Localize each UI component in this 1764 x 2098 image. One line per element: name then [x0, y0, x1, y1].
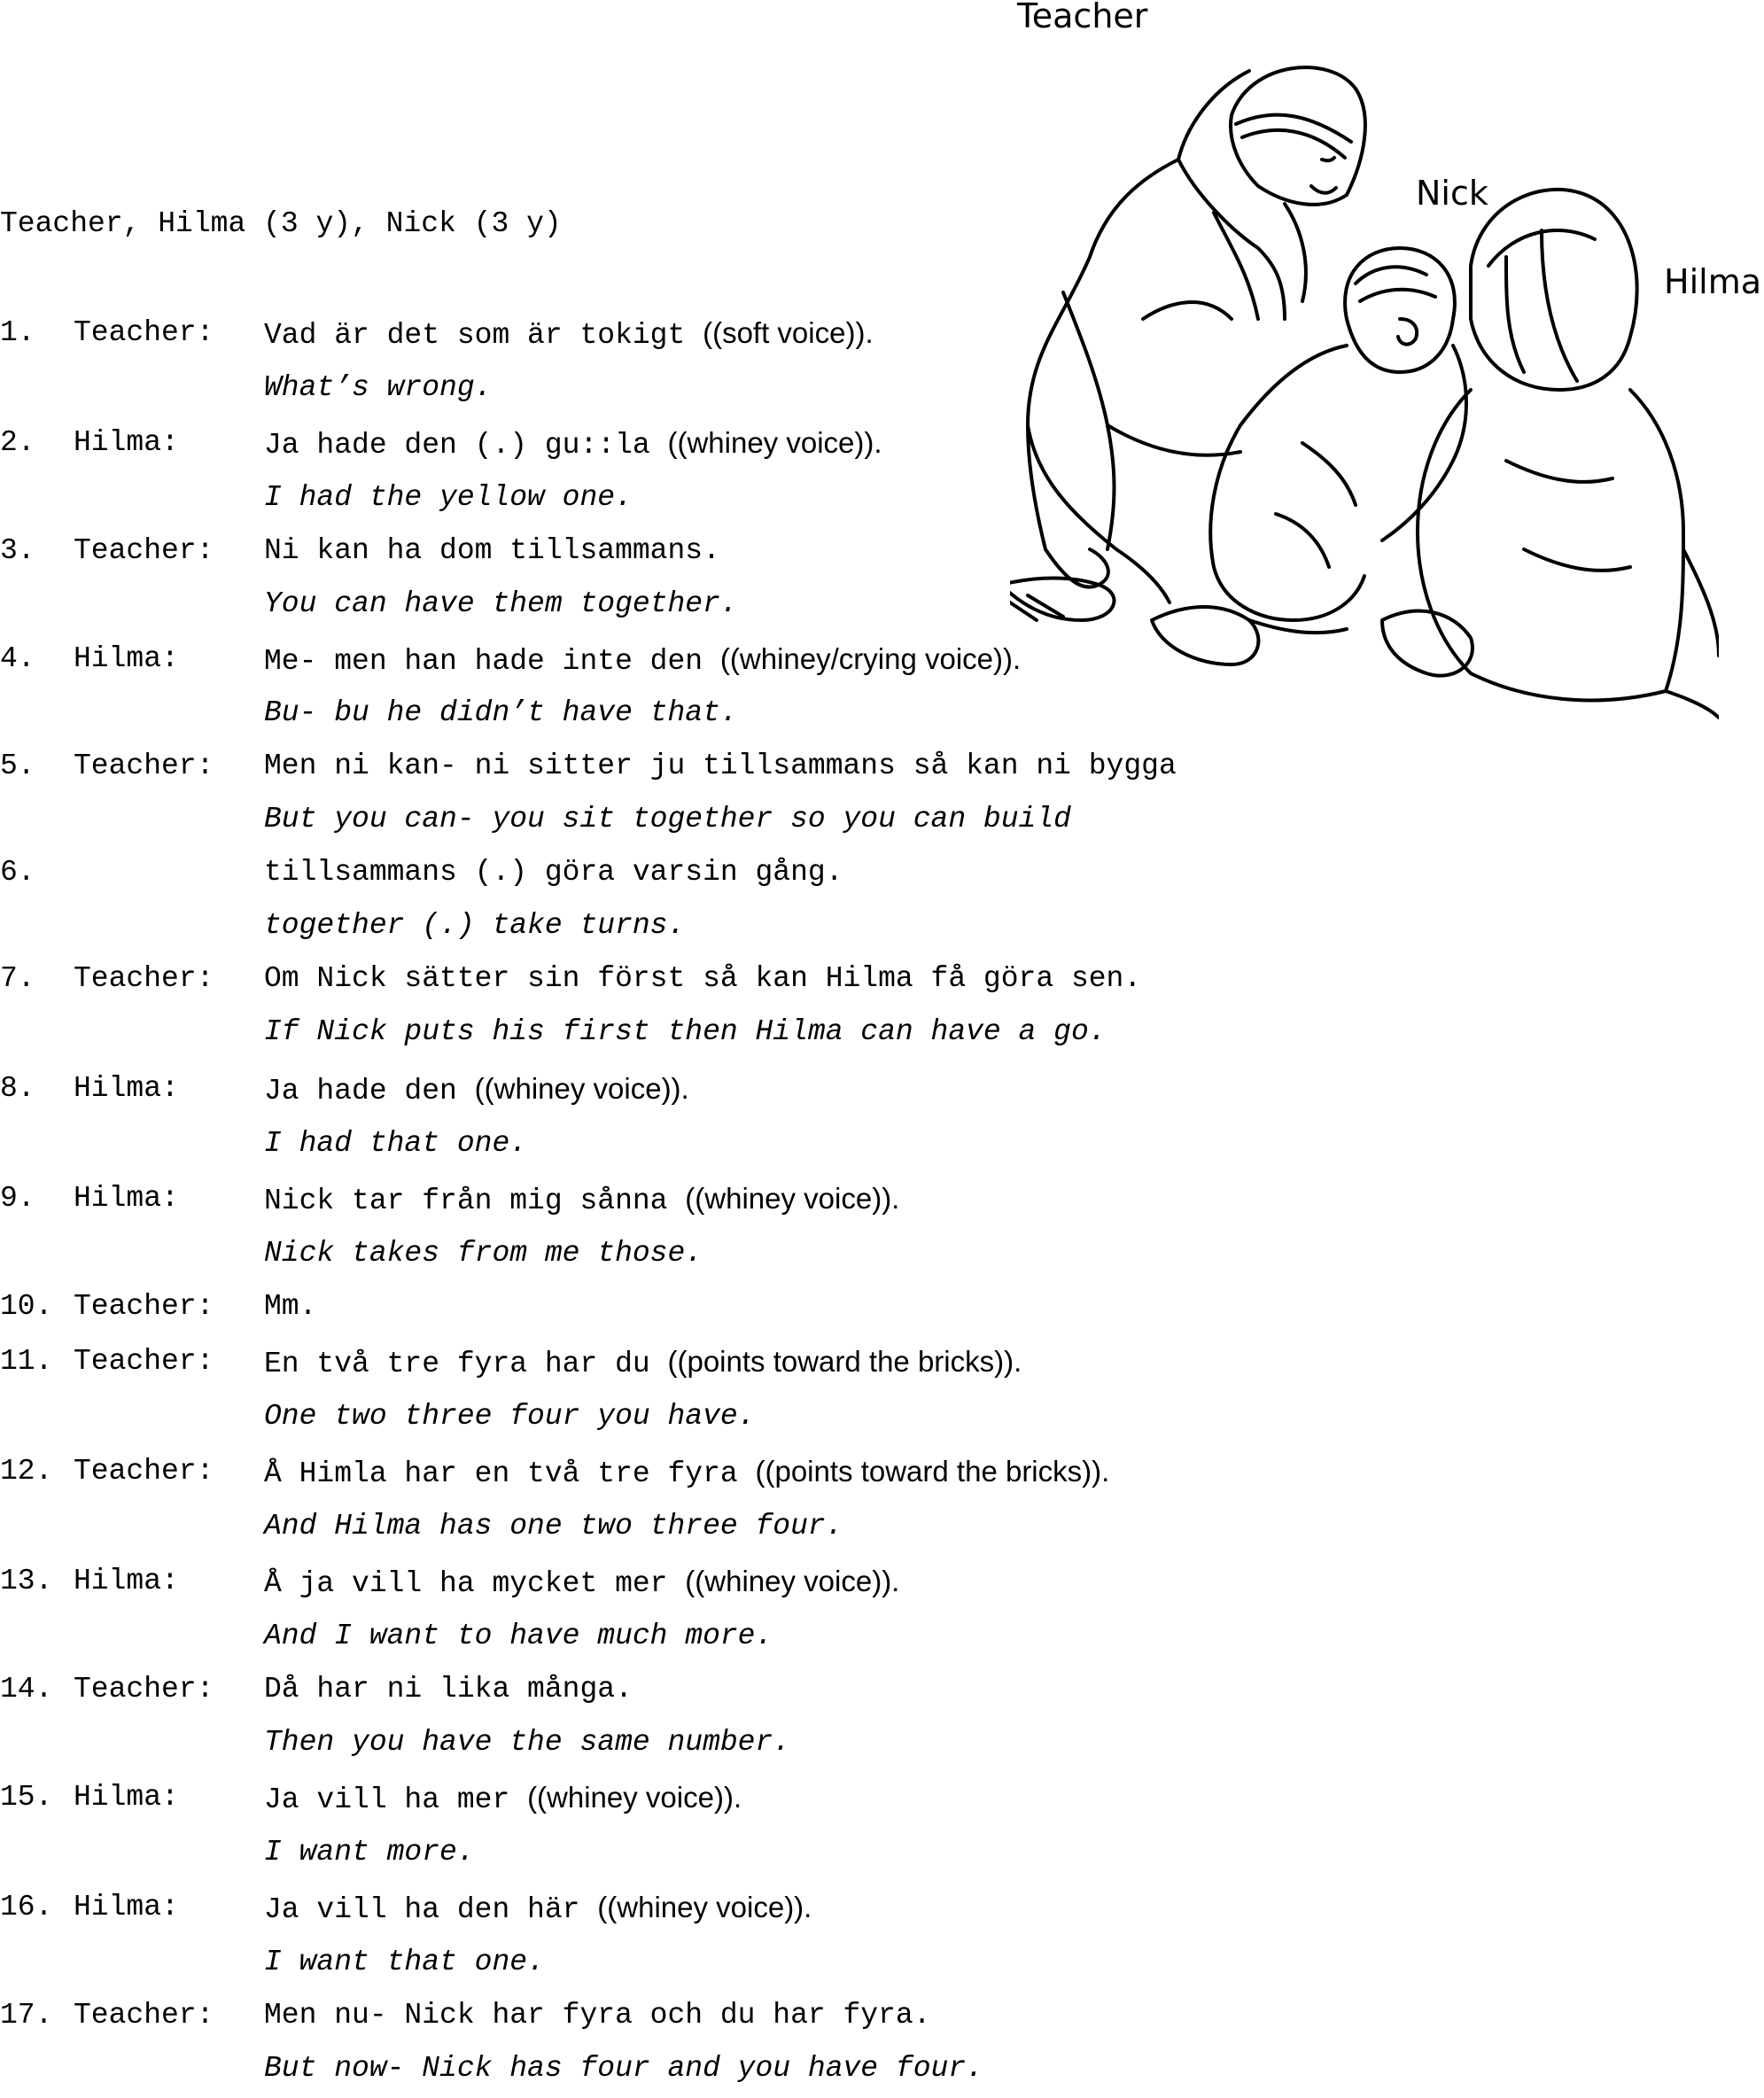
- utterance-text: tillsammans (.) göra varsin gång.: [264, 856, 843, 889]
- utterance: [264, 1287, 316, 1326]
- line-number: 14.: [0, 1673, 53, 1706]
- utterance-text: Mm.: [264, 1290, 317, 1323]
- figure-label-nick: Nick: [1416, 174, 1488, 213]
- utterance: [264, 1179, 899, 1221]
- line-number: 13.: [0, 1565, 53, 1597]
- utterance-text: Me- men han hade inte den: [264, 645, 703, 678]
- utterance-text: Ja hade den: [264, 1075, 457, 1107]
- line-number: 11.: [0, 1345, 53, 1378]
- utterance-note: ((whiney voice)).: [685, 1182, 900, 1215]
- line-number: 16.: [0, 1891, 53, 1923]
- english-gloss: I had that one.: [264, 1127, 528, 1160]
- figure-label-teacher: Teacher: [1017, 0, 1148, 35]
- utterance: [264, 1562, 899, 1604]
- utterance: [264, 532, 720, 571]
- utterance-note: ((whiney voice)).: [527, 1781, 742, 1814]
- speaker-label: Teacher:: [74, 534, 214, 567]
- english-gloss: Then you have the same number.: [264, 1726, 791, 1759]
- line-number: 3.: [0, 534, 35, 567]
- english-gloss: Bu- bu he didn’t have that.: [264, 696, 738, 729]
- figure-label-hilma: Hilma: [1664, 262, 1761, 301]
- english-gloss: And Hilma has one two three four.: [264, 1510, 843, 1542]
- utterance-text: Men ni kan- ni sitter ju tillsammans så kan ni bygga: [264, 750, 1177, 782]
- speaker-label: Hilma:: [74, 1781, 179, 1814]
- utterance: [264, 1996, 931, 2035]
- speaker-label: Teacher:: [74, 962, 214, 995]
- english-gloss: If Nick puts his first then Hilma can have a go.: [264, 1015, 1107, 1048]
- speaker-label: Teacher:: [74, 1290, 214, 1323]
- utterance: [264, 1670, 633, 1709]
- utterance-text: Nick tar från mig sånna: [264, 1185, 668, 1217]
- utterance-text: Ja vill ha den här: [264, 1893, 580, 1926]
- line-number: 10.: [0, 1290, 53, 1323]
- english-gloss: I had the yellow one.: [264, 481, 633, 514]
- english-gloss: Nick takes from me those.: [264, 1237, 703, 1270]
- english-gloss: together (.) take turns.: [264, 909, 686, 942]
- illustration: [1010, 53, 1719, 806]
- utterance: [264, 853, 843, 892]
- speaker-label: Teacher:: [74, 1455, 214, 1488]
- speaker-label: Hilma:: [74, 1891, 179, 1923]
- utterance-note: ((whiney voice)).: [597, 1891, 812, 1923]
- utterance-text: Men nu- Nick har fyra och du har fyra.: [264, 1999, 931, 2032]
- speaker-label: Hilma:: [74, 1565, 179, 1597]
- utterance: [264, 1778, 742, 1820]
- line-number: 12.: [0, 1455, 53, 1488]
- line-number: 5.: [0, 750, 35, 782]
- utterance-text: Å ja vill ha mycket mer: [264, 1567, 668, 1600]
- line-number: 15.: [0, 1781, 53, 1814]
- participants-line: Teacher, Hilma (3 y), Nick (3 y): [0, 207, 562, 240]
- utterance-text: Ni kan ha dom tillsammans.: [264, 534, 720, 567]
- utterance-note: ((whiney voice)).: [685, 1565, 900, 1597]
- utterance-text: Då har ni lika många.: [264, 1673, 633, 1706]
- utterance-note: ((whiney voice)).: [667, 426, 882, 459]
- speaker-label: Teacher:: [74, 750, 214, 782]
- utterance-note: ((whiney voice)).: [474, 1072, 689, 1105]
- utterance-text: En två tre fyra har du: [264, 1348, 650, 1380]
- utterance-note: ((soft voice)).: [703, 316, 874, 349]
- speaker-label: Teacher:: [74, 1999, 214, 2032]
- speaker-label: Hilma:: [74, 426, 179, 459]
- utterance-text: Ja hade den (.) gu::la: [264, 429, 650, 462]
- utterance: [264, 1342, 1022, 1384]
- speaker-label: Teacher:: [74, 316, 214, 349]
- utterance-note: ((whiney/crying voice)).: [719, 642, 1022, 675]
- utterance: [264, 1888, 812, 1930]
- english-gloss: What’s wrong.: [264, 371, 493, 404]
- line-number: 1.: [0, 316, 35, 349]
- utterance: [264, 423, 882, 465]
- utterance-text: Å Himla har en två tre fyra: [264, 1457, 738, 1490]
- utterance: [264, 747, 1177, 786]
- utterance-note: ((points toward the bricks)).: [755, 1455, 1110, 1488]
- english-gloss: But you can- you sit together so you can build: [264, 803, 1071, 835]
- english-gloss: You can have them together.: [264, 587, 738, 620]
- line-number: 2.: [0, 426, 35, 459]
- english-gloss: And I want to have much more.: [264, 1620, 773, 1652]
- speaker-label: Hilma:: [74, 1182, 179, 1215]
- utterance: [264, 640, 1021, 681]
- english-gloss: I want more.: [264, 1836, 475, 1869]
- utterance-text: Om Nick sätter sin först så kan Hilma få göra sen.: [264, 962, 1142, 995]
- utterance-note: ((points toward the bricks)).: [667, 1345, 1022, 1378]
- utterance-text: Ja vill ha mer: [264, 1783, 510, 1816]
- english-gloss: I want that one.: [264, 1946, 545, 1978]
- speaker-label: Hilma:: [74, 642, 179, 675]
- utterance: [264, 960, 1141, 998]
- english-gloss: But now- Nick has four and you have four.: [264, 2052, 983, 2085]
- utterance: [264, 1069, 689, 1111]
- utterance: [264, 314, 874, 355]
- line-number: 8.: [0, 1072, 35, 1105]
- speaker-label: Hilma:: [74, 1072, 179, 1105]
- hilma-figure: [1382, 190, 1719, 718]
- line-number: 6.: [0, 856, 35, 889]
- utterance-text: Vad är det som är tokigt: [264, 319, 686, 352]
- line-number: 4.: [0, 642, 35, 675]
- line-number: 9.: [0, 1182, 35, 1215]
- line-number: 17.: [0, 1999, 53, 2032]
- english-gloss: One two three four you have.: [264, 1400, 756, 1433]
- speaker-label: Teacher:: [74, 1345, 214, 1378]
- line-number: 7.: [0, 962, 35, 995]
- speaker-label: Teacher:: [74, 1673, 214, 1706]
- utterance: [264, 1452, 1109, 1494]
